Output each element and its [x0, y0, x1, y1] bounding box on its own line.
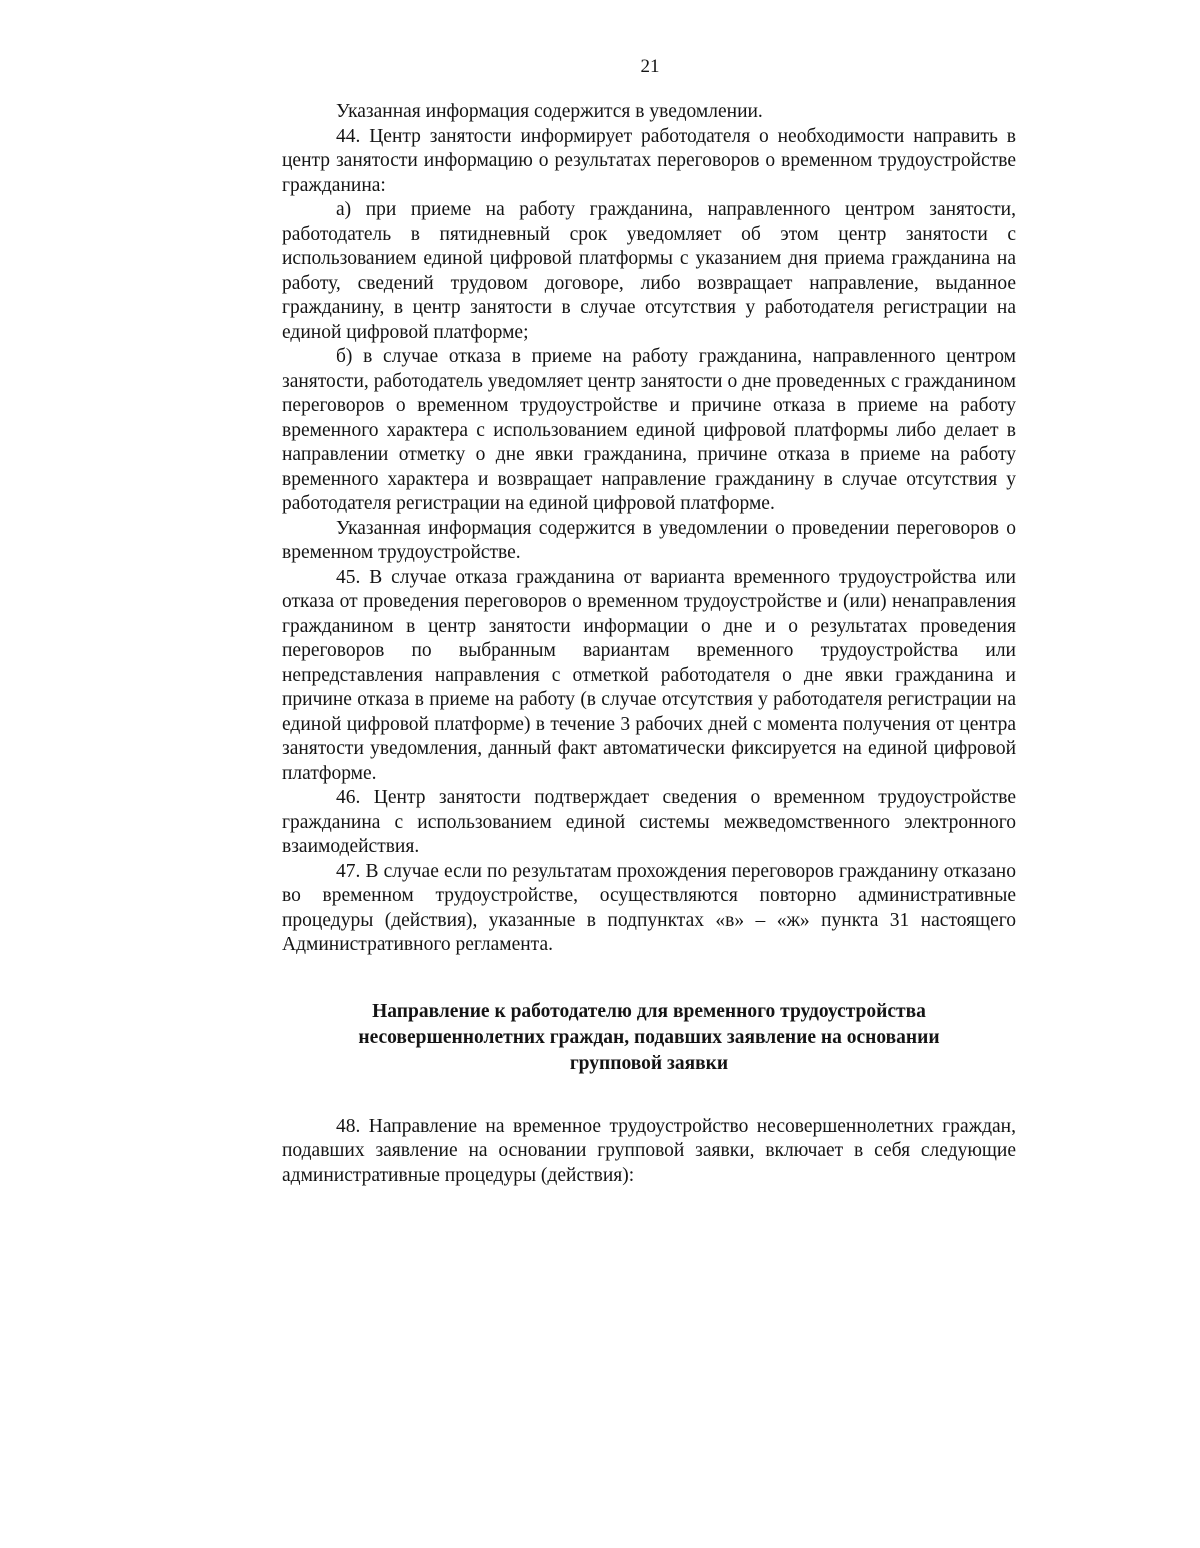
paragraph-44-b: б) в случае отказа в приеме на работу гражданина, направленного центром занятости, работодатель уведомляет центр занятости о дне проведенных с гражданином переговоров о временном трудоустройстве и причине отказа в приеме на работу временного характера с использованием единой цифровой платформы либо делает в направлении отметку о дне явки гражданина, причине отказа в приеме на работу временного характера и возвращает направление гражданину в случае отсутствия у работодателя регистрации на единой цифровой платформе.: [282, 346, 1016, 514]
section-heading-line: Направление к работодателю для временного трудоустройства: [372, 1000, 926, 1022]
document-body: [282, 100, 1016, 1188]
paragraph-45: 45. В случае отказа гражданина от варианта временного трудоустройства или отказа от проведения переговоров о временном трудоустройстве и (или) ненаправления гражданином в центр занятости информации о дне и о результатах проведения переговоров по выбранным вариантам временного трудоустройства или непредставления направления с отметкой работодателя о дне явки гражданина и причине отказа в приеме на работу (в случае отсутствия у работодателя регистрации на единой цифровой платформе) в течение 3 рабочих дней с момента получения от центра занятости уведомления, данный факт автоматически фиксируется на единой цифровой платформе.: [282, 566, 1016, 784]
paragraph-47: 47. В случае если по результатам прохождения переговоров гражданину отказано во временном трудоустройстве, осуществляются повторно административные процедуры (действия), указанные в подпунктах «в» – «ж» пункта 31 настоящего Административного регламента.: [282, 860, 1016, 955]
paragraph-negotiation-notice: Указанная информация содержится в уведомлении о проведении переговоров о временном трудоустройстве.: [282, 517, 1016, 563]
section-heading-line: несовершеннолетних граждан, подавших заявление на основании: [358, 1026, 940, 1048]
paragraph-44-a: а) при приеме на работу гражданина, направленного центром занятости, работодатель в пятидневный срок уведомляет об этом центр занятости с использованием единой цифровой платформы с указанием дня приема гражданина на работу, сведений трудовом договоре, либо возвращает направление, выданное гражданину, в центр занятости в случае отсутствия у работодателя регистрации на единой цифровой платформе;: [282, 199, 1016, 343]
paragraph-46: 46. Центр занятости подтверждает сведения о временном трудоустройстве гражданина с использованием единой системы межведомственного электронного взаимодействия.: [282, 787, 1016, 857]
paragraph-notice-info: Указанная информация содержится в уведомлении.: [336, 101, 763, 122]
paragraph-44: 44. Центр занятости информирует работодателя о необходимости направить в центр занятости информацию о результатах переговоров о временном трудоустройстве гражданина:: [282, 125, 1016, 196]
paragraph-48: 48. Направление на временное трудоустройство несовершеннолетних граждан, подавших заявление на основании групповой заявки, включает в себя следующие административные процедуры (действия):: [282, 1115, 1016, 1186]
section-heading: [282, 999, 1016, 1077]
page-number: 21: [640, 56, 660, 77]
section-heading-line: групповой заявки: [569, 1052, 729, 1074]
